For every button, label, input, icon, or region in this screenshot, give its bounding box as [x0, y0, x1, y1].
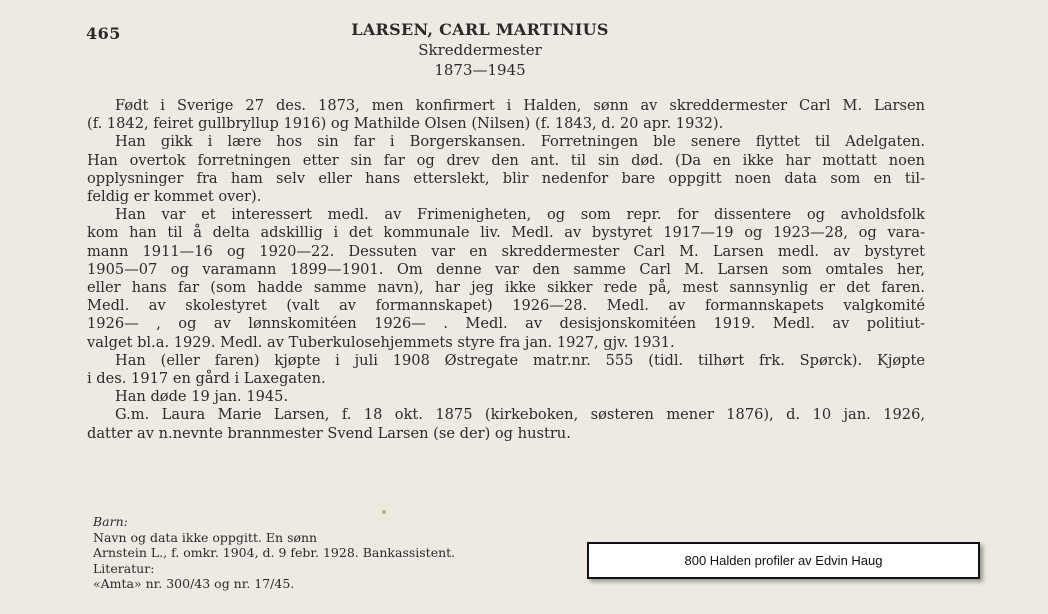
- text-line: 1905—07 og varamann 1899—1901. Om denne var den samme Carl M. Larsen som omtales her,: [87, 260, 925, 278]
- text-line: feldig er kommet over).: [87, 188, 262, 206]
- text-line: 1926— , og av lønnskomitéen 1926— . Medl. av desisjonskomitéen 1919. Medl. av politiut-: [87, 315, 925, 333]
- literature-label: Literatur:: [93, 560, 155, 576]
- children-label: Barn:: [93, 514, 128, 529]
- text-line: datter av n.nevnte brannmester Svend Larsen (se der) og hustru.: [87, 424, 571, 442]
- biography-text: [87, 97, 925, 443]
- entry-header: [310, 20, 650, 80]
- text-line: mann 1911—16 og 1920—22. Dessuten var en skreddermester Carl M. Larsen medl. av bystyret: [87, 242, 925, 260]
- text-line: Født i Sverige 27 des. 1873, men konfirmert i Halden, sønn av skreddermester Carl M. Larsen: [115, 97, 925, 114]
- children-line: Navn og data ikke oppgitt. En sønn: [93, 529, 318, 545]
- children-line: Arnstein L., f. omkr. 1904, d. 9 febr. 1928. Bankassistent.: [93, 545, 456, 560]
- text-line: (f. 1842, feiret gullbryllup 1916) og Mathilde Olsen (Nilsen) (f. 1843, d. 20 apr. 1932).: [87, 115, 724, 133]
- entry-years: 1873—1945: [434, 61, 526, 79]
- text-line: Han gikk i lære hos sin far i Borgerskansen. Forretningen ble senere flyttet til Adelgaten.: [115, 133, 925, 151]
- page-number: 465: [86, 24, 121, 43]
- text-line: opplysninger fra ham selv eller hans etterslekt, blir nedenfor bare oppgitt noen data som en til-: [87, 169, 925, 187]
- text-line: Han døde 19 jan. 1945.: [115, 388, 289, 406]
- entry-occupation: Skreddermester: [418, 41, 542, 59]
- text-line: Han var et interessert medl. av Frimenigheten, og som repr. for dissentere og avholdsfolk: [115, 206, 925, 224]
- text-line: kom han til å delta adskillig i det kommunale liv. Medl. av bystyret 1917—19 og 1923—28, og vara-: [87, 224, 925, 242]
- text-line: eller hans far (som hadde samme navn), har jeg ikke sikker rede på, mest sannsynlig er det faren.: [87, 279, 925, 297]
- children-section: [93, 514, 455, 592]
- text-line: i des. 1917 en gård i Laxegaten.: [87, 370, 326, 388]
- text-line: Han (eller faren) kjøpte i juli 1908 Østregate matr.nr. 555 (tidl. tilhørt frk. Spørck). Kjøpte: [115, 351, 925, 369]
- literature-line: «Amta» nr. 300/43 og nr. 17/45.: [93, 576, 295, 591]
- text-line: valget bl.a. 1929. Medl. av Tuberkulosehjemmets styre fra jan. 1927, gjv. 1931.: [87, 333, 675, 351]
- entry-name: LARSEN, CARL MARTINIUS: [351, 20, 609, 39]
- source-caption: 800 Halden profiler av Edvin Haug: [587, 542, 980, 579]
- text-line: Medl. av skolestyret (valt av formannskapet) 1926—28. Medl. av formannskapets valgkomité: [87, 297, 925, 315]
- text-line: G.m. Laura Marie Larsen, f. 18 okt. 1875 (kirkeboken, søsteren mener 1876), d. 10 jan. 1926,: [115, 406, 925, 424]
- text-line: Han overtok forretningen etter sin far og drev den ant. til sin død. (Da en ikke har mottatt noen: [87, 151, 925, 169]
